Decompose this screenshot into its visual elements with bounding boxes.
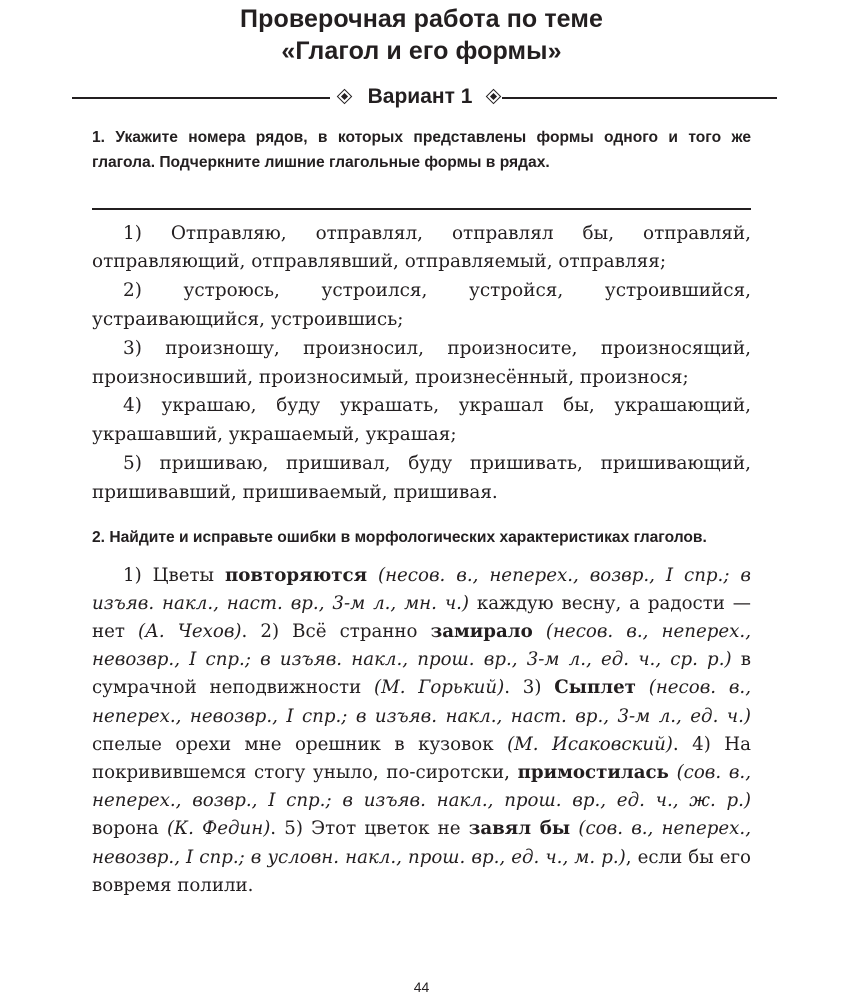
variant-rule-right — [502, 97, 777, 99]
page-number: 44 — [413, 979, 430, 995]
verb-row: 5) пришиваю, пришивал, буду пришивать, пришивающий, пришивавший, пришиваемый, пришивая. — [92, 452, 751, 503]
morph-characteristics: (сов. в., неперех., возвр., I спр.; в изъяв. накл., прош. вр., ед. ч., ж. р.) — [92, 761, 751, 812]
verb-form-rows — [92, 220, 751, 508]
sentence: 4) На покривившемся стогу уныло, по-сиротски, примостилась (сов. в., неперех., возвр., I спр.; в изъяв. накл., прош. вр., ед. ч., ж. р.) ворона (К. Федин). — [92, 733, 751, 840]
diamond-ornament-icon — [486, 89, 502, 105]
verb: примостилась — [517, 761, 669, 783]
variant-header — [92, 81, 751, 113]
task-2-sentences — [92, 562, 751, 900]
verb-row: 1) Отправляю, отправлял, отправлял бы, отправляй, отправляющий, отправлявший, отправляемый, отправляя; — [92, 222, 751, 273]
author: (К. Федин) — [166, 818, 271, 840]
verb: замирало — [430, 620, 533, 642]
title-line-1: Проверочная работа по теме — [240, 5, 603, 33]
diamond-ornament-icon — [337, 89, 353, 105]
answer-line — [92, 208, 751, 210]
page-title — [92, 0, 751, 67]
sentence: 5) Этот цветок не завял бы (сов. в., неперех., невозвр., I спр.; в условн. накл., прош. вр., ед. ч., м. р.), если бы его вовремя полили. — [92, 818, 752, 896]
verb-row: 4) украшаю, буду украшать, украшал бы, украшающий, украшавший, украшаемый, украшая; — [92, 395, 751, 446]
title-line-2: «Глагол и его формы» — [281, 37, 562, 65]
verb: Сыплет — [554, 677, 636, 699]
verb-row: 3) произношу, произносил, произносите, произносящий, произносивший, произносимый, произнесённый, произнося; — [92, 337, 751, 388]
sentence: 3) Сыплет (несов. в., неперех., невозвр., I спр.; в изъяв. накл., наст. вр., 3-м л., ед. ч.) спелые орехи мне орешник в кузовок (М. Исаковский). — [92, 677, 751, 755]
morph-characteristics: (сов. в., неперех., невозвр., I спр.; в условн. накл., прош. вр., ед. ч., м. р.) — [92, 818, 751, 868]
task-1-instruction: 1. Укажите номера рядов, в которых представлены формы одного и того же глагола. Подчеркните лишние глагольные формы в рядах. — [92, 129, 751, 171]
verb-row: 2) устроюсь, устроился, устройся, устроившийся, устраивающийся, устроившись; — [92, 280, 751, 330]
variant-rule-left — [72, 97, 330, 99]
verb: завял бы — [468, 818, 571, 840]
author: (М. Горький) — [374, 677, 505, 699]
sentence: 1) Цветы повторяются (несов. в., неперех., возвр., I спр.; в изъяв. накл., наст. вр., 3-м л., мн. ч.) каждую весну, а радости — нет (А. Чехов). — [92, 564, 751, 642]
morph-characteristics: (несов. в., неперех., невозвр., I спр.; в изъяв. накл., наст. вр., 3-м л., ед. ч.) — [92, 677, 751, 727]
task-2-instruction: 2. Найдите и исправьте ошибки в морфологических характеристиках глаголов. — [92, 528, 707, 546]
verb: повторяются — [224, 564, 368, 586]
author: (М. Исаковский) — [507, 733, 673, 755]
variant-label: Вариант 1 — [367, 85, 473, 108]
morph-characteristics: (несов. в., неперех., возвр., I спр.; в изъяв. накл., наст. вр., 3-м л., мн. ч.) — [92, 564, 751, 614]
sentence: 2) Всё странно замирало (несов. в., неперех., невозвр., I спр.; в изъяв. накл., прош. вр., 3-м л., ед. ч., ср. р.) в сумрачной неподвижности (М. Горький). — [92, 620, 751, 699]
morph-characteristics: (несов. в., неперех., невозвр., I спр.; в изъяв. накл., прош. вр., 3-м л., ед. ч., ср. р.) — [92, 620, 751, 671]
author: (А. Чехов) — [138, 620, 242, 642]
